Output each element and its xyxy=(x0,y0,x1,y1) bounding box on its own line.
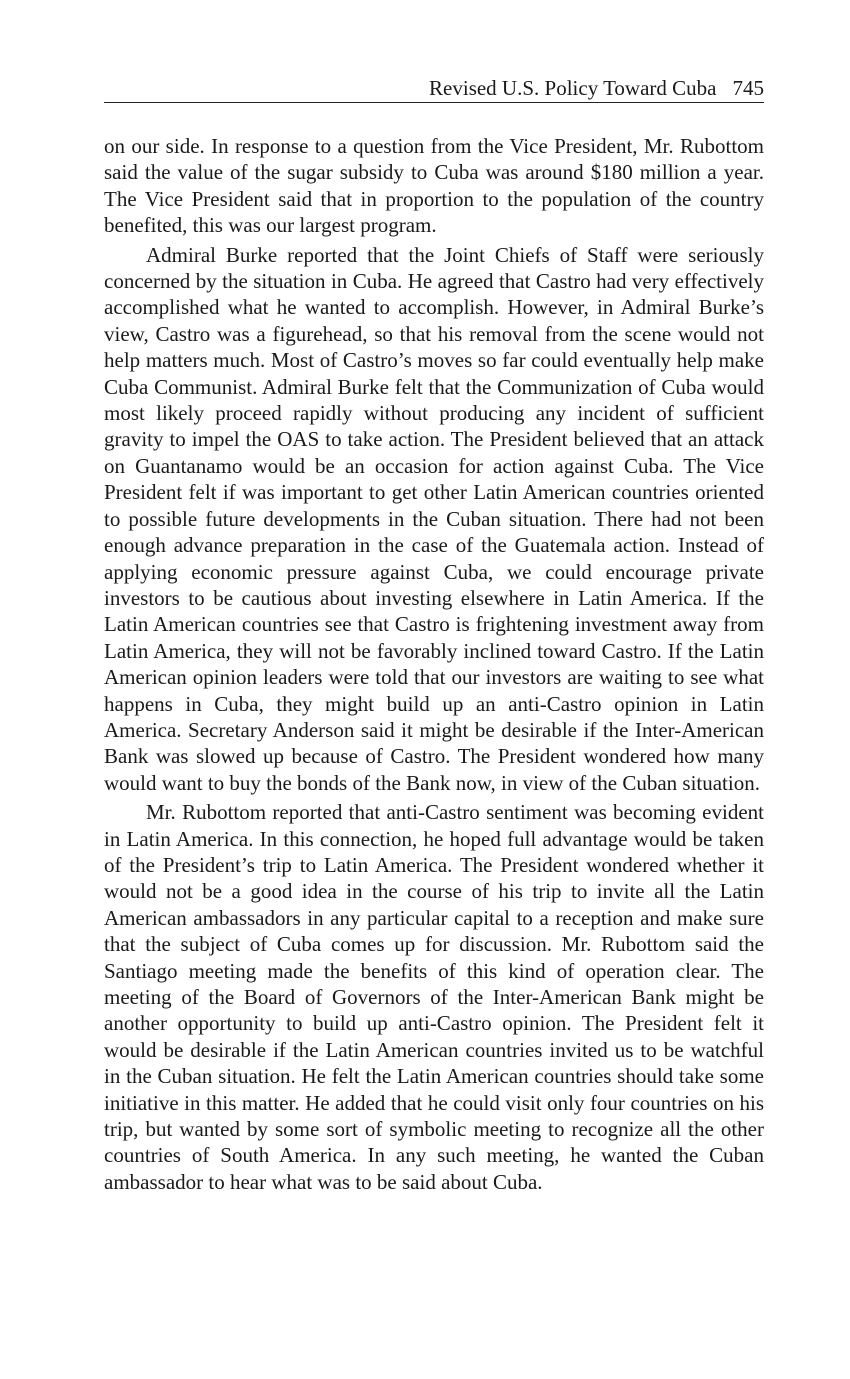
document-page xyxy=(104,76,764,1198)
paragraph-burke: Admiral Burke reported that the Joint Chiefs of Staff were seriously concerned by the situation in Cuba. He agreed that Castro had very effectively accomplished what he wanted to accomplish. However, in Admiral Burke’s view, Castro was a figurehead, so that his removal from the scene would not help matters much. Most of Castro’s moves so far could eventually help make Cuba Communist. Admiral Burke felt that the Communization of Cuba would most likely proceed rapidly without producing any incident of sufficient gravity to impel the OAS to take action. The President believed that an attack on Guantanamo would be an occasion for action against Cuba. The Vice President felt if was important to get other Latin American countries oriented to possible future developments in the Cuban situation. There had not been enough advance preparation in the case of the Guatemala action. Instead of applying economic pressure against Cuba, we could encourage private investors to be cautious about investing elsewhere in Latin America. If the Latin American countries see that Castro is frightening investment away from Latin America, they will not be favorably inclined toward Castro. If the Latin American opinion leaders were told that our investors are waiting to see what happens in Cuba, they might build up an anti-Castro opinion in Latin America. Secretary Anderson said it might be desirable if the Inter-American Bank was slowed up because of Castro. The President wondered how many would want to buy the bonds of the Bank now, in view of the Cuban situation. xyxy=(104,242,764,795)
running-head xyxy=(104,76,764,103)
paragraph-continued: on our side. In response to a question from the Vice President, Mr. Rubottom said the value of the sugar subsidy to Cuba was around $180 million a year. The Vice President said that in proportion to the population of the country benefited, this was our largest program. xyxy=(104,134,764,238)
paragraph-rubottom: Mr. Rubottom reported that anti-Castro sentiment was becoming evident in Latin America. In this connection, he hoped full advantage would be taken of the President’s trip to Latin America. The President wondered whether it would not be a good idea in the course of his trip to invite all the Latin American ambassadors in any particular capital to a reception and make sure that the subject of Cuba comes up for discussion. Mr. Rubottom said the Santiago meeting made the benefits of this kind of operation clear. The meeting of the Board of Governors of the Inter-American Bank might be another opportunity to build up anti-Castro opinion. The President felt it would be desirable if the Latin American countries invited us to be watchful in the Cuban situation. He felt the Latin American countries should take some initiative in this matter. He added that he could visit only four countries on his trip, but wanted by some sort of symbolic meeting to recognize all the other countries of South America. In any such meeting, he wanted the Cuban ambassador to hear what was to be said about Cuba. xyxy=(104,800,764,1194)
body-text xyxy=(104,133,764,1195)
running-title: Revised U.S. Policy Toward Cuba xyxy=(429,76,717,100)
page-number: 745 xyxy=(732,76,764,100)
